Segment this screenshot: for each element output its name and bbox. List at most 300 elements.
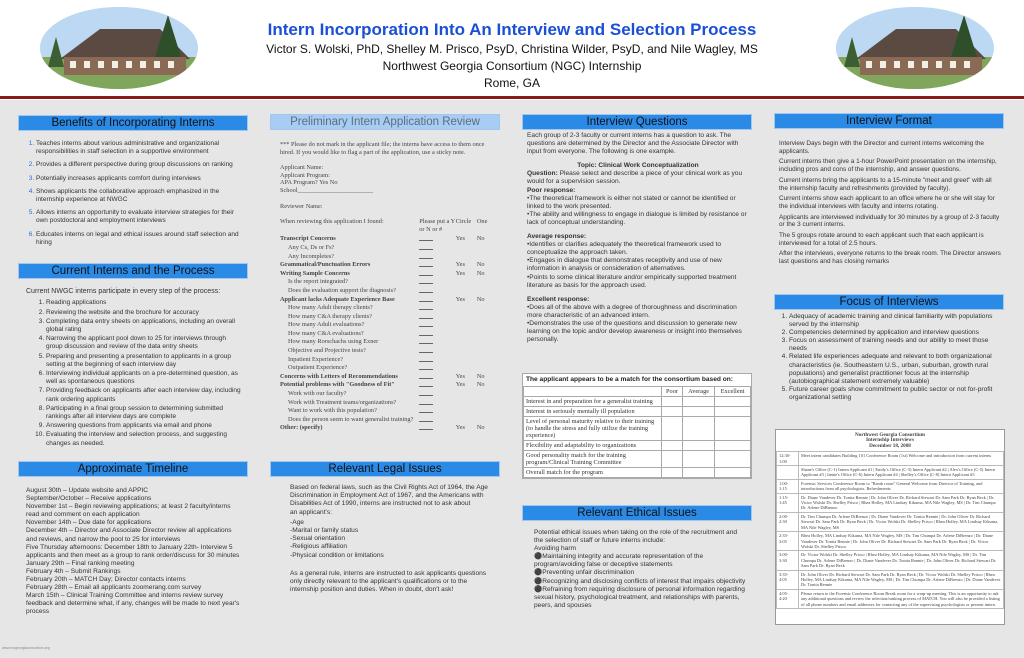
- ethical-item: [534, 586, 748, 610]
- review-row-no[interactable]: No: [476, 381, 485, 389]
- legal-item: -Age: [290, 518, 304, 526]
- review-row: [280, 373, 498, 382]
- match-col-average: Average: [683, 386, 715, 396]
- match-criterion: Level of personal maturity relative to their training (to handle the stress and fully utilize the training experience): [524, 416, 662, 440]
- benefit-item: 3. Potentially increases applicants comfort during interviews: [36, 175, 244, 183]
- review-row-blank[interactable]: [419, 347, 455, 356]
- review-row: [280, 416, 498, 425]
- review-row-yes[interactable]: [456, 364, 477, 373]
- current-interns-intro: Current NWGC interns participate in every step of the process:: [26, 288, 221, 295]
- review-row-no[interactable]: [477, 304, 498, 313]
- review-row-label: Applicant lacks Adequate Experience Base: [280, 295, 395, 303]
- review-row: [280, 330, 498, 339]
- schedule-row: [777, 479, 1004, 493]
- schedule-row: [777, 466, 1004, 480]
- ethical-item: [534, 553, 748, 569]
- review-note: *** Please do not mark in the applicant file; the interns have access to them once hired. If you would like to flag a part of the application, use a sticky note.: [280, 141, 485, 156]
- schedule-detail: Shane's Office (C-1) Intern Applicant #1 | Emily's Office (C-3) Intern Applicant #2 | Alex's Office (C-5) Intern Applicant #3 | Jamie's Office (C-6) Intern Applicant #4 | Shelley's Office (C-8) Intern Applicant #5: [799, 466, 1004, 480]
- timeline-line: February 28th – Email all applicants zoomerang.com survey: [26, 584, 202, 592]
- review-row: [280, 381, 498, 390]
- format-paragraph: The 5 groups rotate around to each applicant such that each applicant is interviewed for a total of 2.5 hours.: [779, 232, 984, 247]
- review-row-label: Any Incompletes?: [288, 252, 334, 260]
- match-cell-poor[interactable]: [662, 396, 683, 406]
- review-row-blank[interactable]: [419, 390, 455, 399]
- focus-item: 5. Future career goals show commitment to public sector or not for-profit organizational setting: [789, 386, 1001, 402]
- review-row: [280, 407, 498, 416]
- match-cell-excellent[interactable]: [715, 467, 751, 477]
- focus-item: 2. Competencies determined by application and interview questions: [789, 329, 1001, 337]
- schedule-row: [777, 532, 1004, 551]
- match-cell-poor[interactable]: [662, 440, 683, 450]
- review-row-blank[interactable]: [419, 304, 455, 313]
- schedule-time: 12:30-1:00: [777, 452, 799, 466]
- review-row-yes[interactable]: [456, 407, 477, 416]
- review-row-label: Objective and Projective tests?: [288, 347, 366, 355]
- timeline-line: February 4th – Submit Rankings: [26, 567, 121, 575]
- review-row-label: Concerns with Letters of Recommendations: [280, 372, 398, 380]
- review-row-label: Does the evaluation support the diagnosis?: [288, 286, 396, 294]
- match-cell-poor[interactable]: [662, 406, 683, 416]
- review-row-yes[interactable]: [456, 304, 477, 313]
- review-row-blank[interactable]: [419, 321, 455, 330]
- review-row-blank[interactable]: [419, 261, 456, 270]
- review-row-no[interactable]: [477, 407, 498, 416]
- match-row: [524, 416, 751, 440]
- match-cell-poor[interactable]: [662, 416, 683, 440]
- review-row-label: How many C&A evaluations?: [288, 329, 364, 337]
- review-row-yes[interactable]: [456, 313, 477, 322]
- legal-heading: Relevant Legal Issues: [270, 461, 500, 477]
- review-row: [280, 356, 498, 365]
- review-row-yes[interactable]: [456, 244, 477, 253]
- legal-general-rule: As a general rule, interns are instructed to ask applicants questions only directly relevant to the applicant's qualifications or to the internship position and duties. When in doubt, don't ask!: [290, 569, 487, 594]
- match-cell-average[interactable]: [683, 450, 715, 467]
- review-row-yes[interactable]: [456, 399, 477, 408]
- review-row-no[interactable]: No: [476, 372, 485, 380]
- review-row-no[interactable]: No: [476, 261, 485, 269]
- match-criterion: Interest in and preparation for a generalist training: [524, 396, 662, 406]
- review-row: [280, 253, 498, 262]
- bullet-icon: ⚫: [534, 577, 543, 585]
- process-step: 3. Completing data entry sheets on applications, including an overall global rating: [46, 318, 244, 334]
- benefit-item: 6. Educates interns on legal and ethical issues around staff selection and hiring: [36, 231, 244, 247]
- review-row: [280, 338, 498, 347]
- match-cell-poor[interactable]: [662, 450, 683, 467]
- average-response-item: •Points to some clinical literature and/or empirically supported treatment literature as basis for the approach used.: [527, 273, 737, 289]
- benefit-item: 4. Shows applicants the collaborative approach emphasized in the internship experience at NWGC: [36, 188, 244, 204]
- match-criterion: Interest in seriously mentally ill population: [524, 406, 662, 416]
- poster-organization: Northwest Georgia Consortium (NGC) Internship: [382, 59, 642, 73]
- review-row-blank[interactable]: [419, 416, 455, 425]
- format-paragraph: Interview Days begin with the Director and current interns welcoming the applicants.: [779, 140, 984, 155]
- review-field: Reviewer Name:: [280, 202, 323, 210]
- review-row: [280, 296, 498, 305]
- match-cell-excellent[interactable]: [715, 450, 751, 467]
- excellent-response-label: Excellent response:: [527, 295, 590, 303]
- schedule-detail: Dr. Victor Wolski Dr. Shelley Prisco | Rhea Holley, MA Lindsay Kikuma, MA Nile Wagley, MS | Dr. Tim Chumpa Dr. Arlene DiBrenzo | Dr. Diane Vandever Dr. Tonita Rennie | Dr. John Oliver Dr. Richard Stewart Dr. Sam Park Dr. Ryan Beck: [799, 551, 1004, 570]
- review-row-blank[interactable]: [419, 287, 455, 296]
- review-row-label: Inpatient Experience?: [288, 355, 344, 363]
- review-row-no[interactable]: No: [476, 424, 485, 432]
- match-criterion: Overall match for the program: [524, 467, 662, 477]
- review-row-no[interactable]: [477, 338, 498, 347]
- process-step: 5. Preparing and presenting a presentation to applicants in a group setting at the beginning of each interview day: [46, 353, 244, 369]
- review-row-blank[interactable]: [419, 364, 455, 373]
- ethical-body: [534, 529, 748, 610]
- review-row-no[interactable]: [477, 330, 498, 339]
- focus-list: [779, 313, 1001, 402]
- schedule-row: [777, 589, 1004, 608]
- timeline-line: December 4th – Director and Associate Director review all applications and reviews, and narrow the pool to 25 for interviews: [26, 527, 232, 543]
- benefits-body: [26, 140, 244, 252]
- review-row-no[interactable]: [477, 390, 498, 399]
- poster-location: Rome, GA: [483, 76, 540, 90]
- review-row-yes[interactable]: [456, 416, 477, 425]
- match-cell-average[interactable]: [683, 440, 715, 450]
- legal-intro: Based on federal laws, such as the Civil Rights Act of 1964, the Age Discrimination in Employment Act of 1967, and the Americans with Disabilities Act of 1990, interns are instructed not to ask about: [290, 484, 488, 508]
- review-row-no[interactable]: [477, 313, 498, 322]
- review-row-blank[interactable]: [419, 356, 455, 365]
- process-step: 7. Providing feedback on applicants after each interview day, including rank ordering applicants: [46, 387, 244, 403]
- schedule-time: [777, 466, 799, 480]
- match-row: [524, 467, 751, 477]
- match-row: [524, 440, 751, 450]
- match-cell-average[interactable]: [683, 396, 715, 406]
- review-row-yes[interactable]: [456, 287, 477, 296]
- schedule-time: 3:00-3:30: [777, 551, 799, 570]
- legal-intro-tail: an applicant's:: [290, 508, 332, 516]
- match-cell-excellent[interactable]: [715, 416, 751, 440]
- timeline-heading: Approximate Timeline: [18, 461, 248, 477]
- review-row-yes[interactable]: Yes: [455, 424, 465, 432]
- review-table-header: [280, 218, 498, 233]
- poster-title: Intern Incorporation Into An Interview and Selection Process: [267, 20, 757, 39]
- schedule-detail: Dr. John Oliver Dr. Richard Stewart Dr. Sam Park Dr. Ryan Beck | Dr. Victor Wolski Dr. Shelley Prisco | Rhea Holley, MA Lindsay Kikuma, MA Nile Wagley, MS | Dr. Tim Chumpa Dr. Arlene DiBrenzo | Dr. Diane Vandever Dr. Tonita Rennie: [799, 570, 1004, 589]
- review-row-blank[interactable]: [419, 270, 456, 279]
- timeline-line: January 29th – Final ranking meeting: [26, 559, 135, 567]
- match-row: [524, 396, 751, 406]
- match-criterion: Good personality match for the training program/Clinical Training Committee: [524, 450, 662, 467]
- review-when-label: When reviewing this application I found:: [280, 218, 384, 226]
- schedule-title: Northwest Georgia Consortium: [854, 432, 926, 438]
- timeline-line: November 14th – Due date for applications: [26, 519, 152, 527]
- review-row-no[interactable]: No: [476, 269, 485, 277]
- interview-schedule: [775, 429, 1005, 625]
- current-interns-heading: Current Interns and the Process: [18, 263, 248, 279]
- review-row-blank[interactable]: [419, 381, 456, 390]
- process-step: 1. Reading applications: [46, 299, 244, 307]
- format-paragraph: Current interns bring the applicants to a 15-minute "meet and greet" with all the internship faculty and refreshments (provided by faculty).: [779, 176, 992, 192]
- review-field: APA Program? Yes No: [280, 179, 338, 187]
- schedule-subtitle: Internship Interviews: [866, 437, 914, 444]
- review-row-yes[interactable]: Yes: [455, 372, 465, 380]
- review-row-label: Is the report integrated?: [288, 278, 348, 286]
- process-step: 2. Reviewing the website and the brochure for accuracy: [46, 309, 244, 317]
- timeline-line: February 20th – MATCH Day; Director contacts interns: [26, 576, 186, 584]
- ethical-intro: Potential ethical issues when taking on the role of the recruitment and the selection of staff or future interns include:: [534, 529, 738, 545]
- review-row-label: Writing Sample Concerns: [280, 269, 350, 277]
- schedule-detail: Dr. Tim Chumpa Dr. Arlene DiBrenzo | Dr. Diane Vandever Dr. Tonita Rennie | Dr. John Oliver Dr. Richard Stewart Dr. Sam Park Dr. Ryan Beck | Dr. Victor Wolski Dr. Shelley Prisco | Rhea Holley, MA Lindsay Kikuma, MA Nile Wagley, MS: [799, 512, 1004, 531]
- match-cell-average[interactable]: [683, 406, 715, 416]
- interview-format-heading: Interview Format: [774, 113, 1004, 129]
- timeline-line: March 15th – Clinical Training Committee and interns review survey feedback and determine what, if any, changes will be made to next year's process: [26, 592, 240, 616]
- poor-response-item: •The theoretical framework is either not stated or cannot be identified or linked to the work presented.: [527, 194, 736, 210]
- review-row-yes[interactable]: [456, 356, 477, 365]
- excellent-response-item: •Does all of the above with a degree of thoroughness and discrimination more characteristic of an advanced intern.: [527, 303, 737, 319]
- timeline-line: November 1st – Begin reviewing applications; at least 2 faculty/interns read and comment on each application: [26, 503, 231, 519]
- average-response-item: •Engages in dialogue that demonstrates receptivity and use of new information in analysis or consideration of alternatives.: [527, 257, 722, 273]
- review-col-yn: Please put a Y or N or #: [419, 218, 455, 233]
- match-cell-poor[interactable]: [662, 467, 683, 477]
- review-row-yes[interactable]: Yes: [455, 381, 465, 389]
- format-paragraph: Current interns show each applicant to an office where he or she will stay for the individual interviews with faculty and interns rotating.: [779, 195, 995, 210]
- legal-item: -Sexual orientation: [290, 535, 345, 543]
- match-table-header-row: [524, 386, 751, 396]
- legal-item: -Physical condition or limitations: [290, 551, 384, 559]
- review-row-blank[interactable]: [419, 424, 456, 433]
- review-row-yes[interactable]: Yes: [455, 269, 465, 277]
- schedule-time: 4:05-4:20: [777, 589, 799, 608]
- review-row: [280, 270, 498, 279]
- ethical-item-text: Preventing unfair discrimination: [542, 569, 635, 577]
- review-row-label: Other: (specify): [280, 424, 323, 432]
- review-row: [280, 364, 498, 373]
- review-row: [280, 390, 498, 399]
- timeline-line: Five Thursday afternoons: December 18th to January 22th- Interview 5 applicants and then meet as a group to rank order/discuss for 30 minutes: [26, 543, 240, 559]
- format-paragraph: Applicants are interviewed individually for 30 minutes by a group of 2-3 faculty or the 3 current interns.: [779, 213, 1000, 229]
- review-row: [280, 278, 498, 287]
- review-row-no[interactable]: [477, 253, 498, 262]
- benefits-heading: Benefits of Incorporating Interns: [18, 115, 248, 131]
- review-row-no[interactable]: [477, 287, 498, 296]
- review-row-no[interactable]: [477, 278, 498, 287]
- review-field: Applicant Name:: [280, 164, 324, 172]
- review-row-no[interactable]: [477, 356, 498, 365]
- review-row-blank[interactable]: [419, 253, 455, 262]
- bullet-icon: ⚫: [534, 585, 543, 593]
- poster-header: [0, 0, 1024, 97]
- ethical-heading: Relevant Ethical Issues: [522, 505, 752, 521]
- review-row-no[interactable]: No: [476, 235, 485, 243]
- review-row: [280, 261, 498, 270]
- review-row-no[interactable]: [477, 347, 498, 356]
- review-row-label: How many Adult therapy clients?: [288, 304, 373, 312]
- match-table-title: The applicant appears to be a match for the consortium based on:: [526, 376, 734, 383]
- schedule-detail: Please return to the Forensic Conference Room Break room for a wrap-up meeting. This is an opportunity to ask any additional questions and review the selection/ranking process of MATCH. You will also be provided a listing of all phone numbers and email addresses for contacting any of the supervising psychologists or present intern.: [799, 589, 1004, 608]
- format-paragraph: Current interns then give a 1-hour PowerPoint presentation on the internship, including pros and cons of the internship, and answer questions.: [779, 158, 997, 174]
- interview-questions-body: [527, 132, 749, 344]
- building-photo-icon: [836, 7, 994, 89]
- schedule-row: [777, 551, 1004, 570]
- process-step: 9. Answering questions from applicants via email and phone: [46, 422, 244, 430]
- bullet-icon: ⚫: [534, 569, 543, 577]
- review-row-yes[interactable]: [456, 253, 477, 262]
- review-row: [280, 287, 498, 296]
- application-review-form: [280, 141, 498, 433]
- timeline-line: September/October – Receive applications: [26, 495, 152, 503]
- match-row: [524, 406, 751, 416]
- schedule-detail: Dr. Diane Vandever Dr. Tonita Rennie | Dr. John Oliver Dr. Richard Stewart Dr. Sam Park Dr. Ryan Beck | Dr. Victor Wolski Dr. Shelley Prisco | Rhea Holley, MA Lindsay Kikuma, MA Nile Wagley, MS | Dr. Tim Chumpa Dr. Arlene DiBrenzo: [799, 493, 1004, 512]
- review-row-blank[interactable]: [419, 373, 456, 382]
- review-row-blank[interactable]: [419, 244, 455, 253]
- review-row-label: Potential problems with "Goodness of Fit": [280, 381, 395, 389]
- review-row-yes[interactable]: [456, 390, 477, 399]
- process-step: 6. Interviewing individual applicants on a pre-determined question, as well as spontaneous questions: [46, 370, 244, 386]
- review-row-no[interactable]: [477, 399, 498, 408]
- review-row: [280, 424, 498, 433]
- schedule-detail: Rhea Holley, MA Lindsay Kikuma, MA Nile Wagley, MS | Dr. Tim Chumpa Dr. Arlene DiBrenzo | Dr. Diane Vandever Dr. Tonita Rennie | Dr. John Oliver Dr. Richard Stewart Dr. Sam Park Dr. Ryan Beck | Dr. Victor Wolski Dr. Shelley Prisco: [799, 532, 1004, 551]
- focus-body: [779, 313, 1001, 402]
- match-table-box: [522, 373, 752, 479]
- match-row: [524, 450, 751, 467]
- review-row-yes[interactable]: [456, 330, 477, 339]
- review-row-label: Want to work with this population?: [288, 407, 377, 415]
- schedule-date: December 18, 2008: [869, 442, 911, 449]
- review-row-no[interactable]: [477, 244, 498, 253]
- building-photo-left: [40, 7, 198, 89]
- schedule-time: 2:35-3:05: [777, 532, 799, 551]
- review-row-blank[interactable]: [419, 407, 455, 416]
- match-cell-excellent[interactable]: [715, 406, 751, 416]
- schedule-row: [777, 493, 1004, 512]
- ethical-item-text: Recognizing and disclosing conflicts of interest that impairs objectivity: [542, 577, 746, 585]
- process-step: 4. Narrowing the applicant pool down to 25 for interviews through group discussion and review of the data entry sheets: [46, 335, 244, 351]
- review-col-circle: Circle: [455, 218, 472, 226]
- schedule-time: 1:00-1:15: [777, 479, 799, 493]
- review-row-blank[interactable]: [419, 330, 455, 339]
- review-col-one: One: [476, 218, 488, 226]
- process-step: 10. Evaluating the interview and selection process, and suggesting changes as needed.: [46, 431, 244, 447]
- review-row-yes[interactable]: Yes: [455, 261, 465, 269]
- excellent-response-item: •Demonstrates the use of the questions and discussion to generate new learning on the topic and/or develop awareness or insight into themselves personally.: [527, 319, 742, 344]
- review-row-yes[interactable]: Yes: [455, 235, 465, 243]
- review-row: [280, 235, 498, 244]
- review-row: [280, 347, 498, 356]
- review-row: [280, 313, 498, 322]
- review-field: Applicant Program:: [280, 171, 330, 179]
- review-row-label: Any Cs, Ds or Fs?: [288, 243, 335, 251]
- review-row-blank[interactable]: [419, 235, 456, 244]
- application-review-heading: Preliminary Intern Application Review: [270, 114, 500, 130]
- review-row-no[interactable]: [477, 321, 498, 330]
- focus-item: 3. Focus on assessment of training needs and our ability to meet those needs: [789, 337, 1001, 353]
- focus-heading: Focus of Interviews: [774, 294, 1004, 310]
- average-response-item: •Identifies or clarifies adequately the theoretical framework used to conceptualize the approach taken.: [527, 241, 721, 257]
- review-row-blank[interactable]: [419, 338, 455, 347]
- review-row-blank[interactable]: [419, 313, 455, 322]
- focus-item: 1. Adequacy of academic training and clinical familiarity with populations served by the internship: [789, 313, 1001, 329]
- interview-questions-heading: Interview Questions: [522, 114, 752, 130]
- schedule-time: 1:15-1:45: [777, 493, 799, 512]
- legal-item: -Marital or family status: [290, 527, 359, 535]
- review-row-label: Transcript Concerns: [280, 235, 336, 243]
- match-cell-excellent[interactable]: [715, 440, 751, 450]
- match-cell-excellent[interactable]: [715, 396, 751, 406]
- review-row-label: How many Adult evaluations?: [288, 321, 365, 329]
- focus-item: 4. Related life experiences adequate and relevant to both organizational characteristics (ie. Southeastern U.S., urban, suburban, growth rural populations) and generalist practitioner focus at the internship (autobiographical statement extremely valuable): [789, 353, 1001, 385]
- ethical-avoid: Avoiding harm: [534, 545, 577, 553]
- ethical-item-text: Maintaining integrity and accurate representation of the program/avoiding false or deceptive statements: [534, 553, 704, 569]
- ethical-item-text: Refraining from requiring disclosure of personal information regarding sexual history, psychological treatment, and relationships with parents, peers, and spouses: [534, 585, 745, 609]
- review-row-label: How many C&A therapy clients?: [288, 312, 372, 320]
- benefits-list: [26, 140, 244, 247]
- schedule-table: [776, 451, 1004, 609]
- match-col-poor: Poor: [662, 386, 683, 396]
- review-row-label: Outpatient Experience?: [288, 364, 348, 372]
- question-text: Please select and describe a piece of your clinical work as you would for a supervision session.: [527, 170, 743, 186]
- match-cell-average[interactable]: [683, 416, 715, 440]
- review-row-yes[interactable]: Yes: [455, 295, 465, 303]
- ethical-item: [534, 578, 748, 586]
- review-row-yes[interactable]: [456, 338, 477, 347]
- review-row-yes[interactable]: [456, 278, 477, 287]
- review-row-yes[interactable]: [456, 347, 477, 356]
- review-row-blank[interactable]: [419, 399, 455, 408]
- header-divider: [0, 96, 1024, 99]
- match-col-criteria: [524, 386, 662, 396]
- review-row-label: Work with Treatment teams/organizations?: [288, 398, 397, 406]
- review-row-no[interactable]: No: [476, 295, 485, 303]
- current-interns-body: [26, 288, 244, 449]
- timeline-line: August 30th – Update website and APPIC: [26, 487, 149, 494]
- schedule-time: 3:35-4:05: [777, 570, 799, 589]
- question-label: Question:: [527, 170, 558, 178]
- match-cell-average[interactable]: [683, 467, 715, 477]
- poor-response-label: Poor response:: [527, 186, 576, 194]
- schedule-detail: Forensic Services Conference Room to "Break room" General Welcome from Director of Training, and introductions from all psychologists. Refreshments: [799, 479, 1004, 493]
- review-row-yes[interactable]: [456, 321, 477, 330]
- review-field: School________________________: [280, 186, 374, 194]
- ethical-item: [534, 569, 748, 577]
- footer-url: www.nwgeorgiaconsortium.org: [2, 646, 50, 650]
- timeline-body: [26, 487, 244, 617]
- process-step: 8. Participating in a final group session to determining submitted rankings after all interview days are complete: [46, 405, 244, 421]
- average-response-label: Average response:: [527, 233, 587, 241]
- legal-body: [290, 484, 495, 594]
- review-row-label: Does the person seem to want generalist training?: [288, 415, 414, 423]
- benefit-item: 1. Teaches interns about various administrative and organizational responsibilities in staff selection in a supportive environment: [36, 140, 244, 156]
- schedule-row: [777, 452, 1004, 466]
- legal-item: -Religious affiliation: [290, 543, 348, 551]
- bullet-icon: ⚫: [534, 553, 543, 561]
- match-table: [523, 386, 751, 478]
- review-row: [280, 399, 498, 408]
- review-row-label: Work with our faculty?: [288, 390, 347, 398]
- review-row: [280, 304, 498, 313]
- poster-authors: Victor S. Wolski, PhD, Shelley M. Prisco, PsyD, Christina Wilder, PsyD, and Nile Wagley, MS: [266, 42, 758, 56]
- match-criterion: Flexibility and adaptability to organizations: [524, 440, 662, 450]
- schedule-detail: Meet intern candidates Building 101 Conference Room (1st) Welcome and introduction from current interns: [799, 452, 1004, 466]
- schedule-time: 2:00-2:30: [777, 512, 799, 531]
- review-row-label: How many Rorschachs using Exner: [288, 338, 379, 346]
- poor-response-item: •The ability and willingness to engage in dialogue is limited by resistance or lack of conceptual understanding.: [527, 210, 747, 226]
- building-photo-icon: [40, 7, 198, 89]
- building-photo-right: [836, 7, 994, 89]
- review-row-blank[interactable]: [419, 296, 456, 305]
- review-row: [280, 244, 498, 253]
- review-row-no[interactable]: [477, 364, 498, 373]
- review-row: [280, 321, 498, 330]
- format-paragraph: After the interviews, everyone returns to the break room. The Director answers last questions and has closing remarks: [779, 250, 1001, 266]
- schedule-row: [777, 570, 1004, 589]
- match-col-excellent: Excellent: [715, 386, 751, 396]
- review-rows: [280, 235, 498, 433]
- question-topic: Topic: Clinical Work Conceptualization: [577, 162, 699, 170]
- review-row-blank[interactable]: [419, 278, 455, 287]
- review-row-no[interactable]: [477, 416, 498, 425]
- interview-format-body: [779, 140, 1001, 269]
- review-row-label: Grammatical/Punctuation Errors: [280, 261, 371, 269]
